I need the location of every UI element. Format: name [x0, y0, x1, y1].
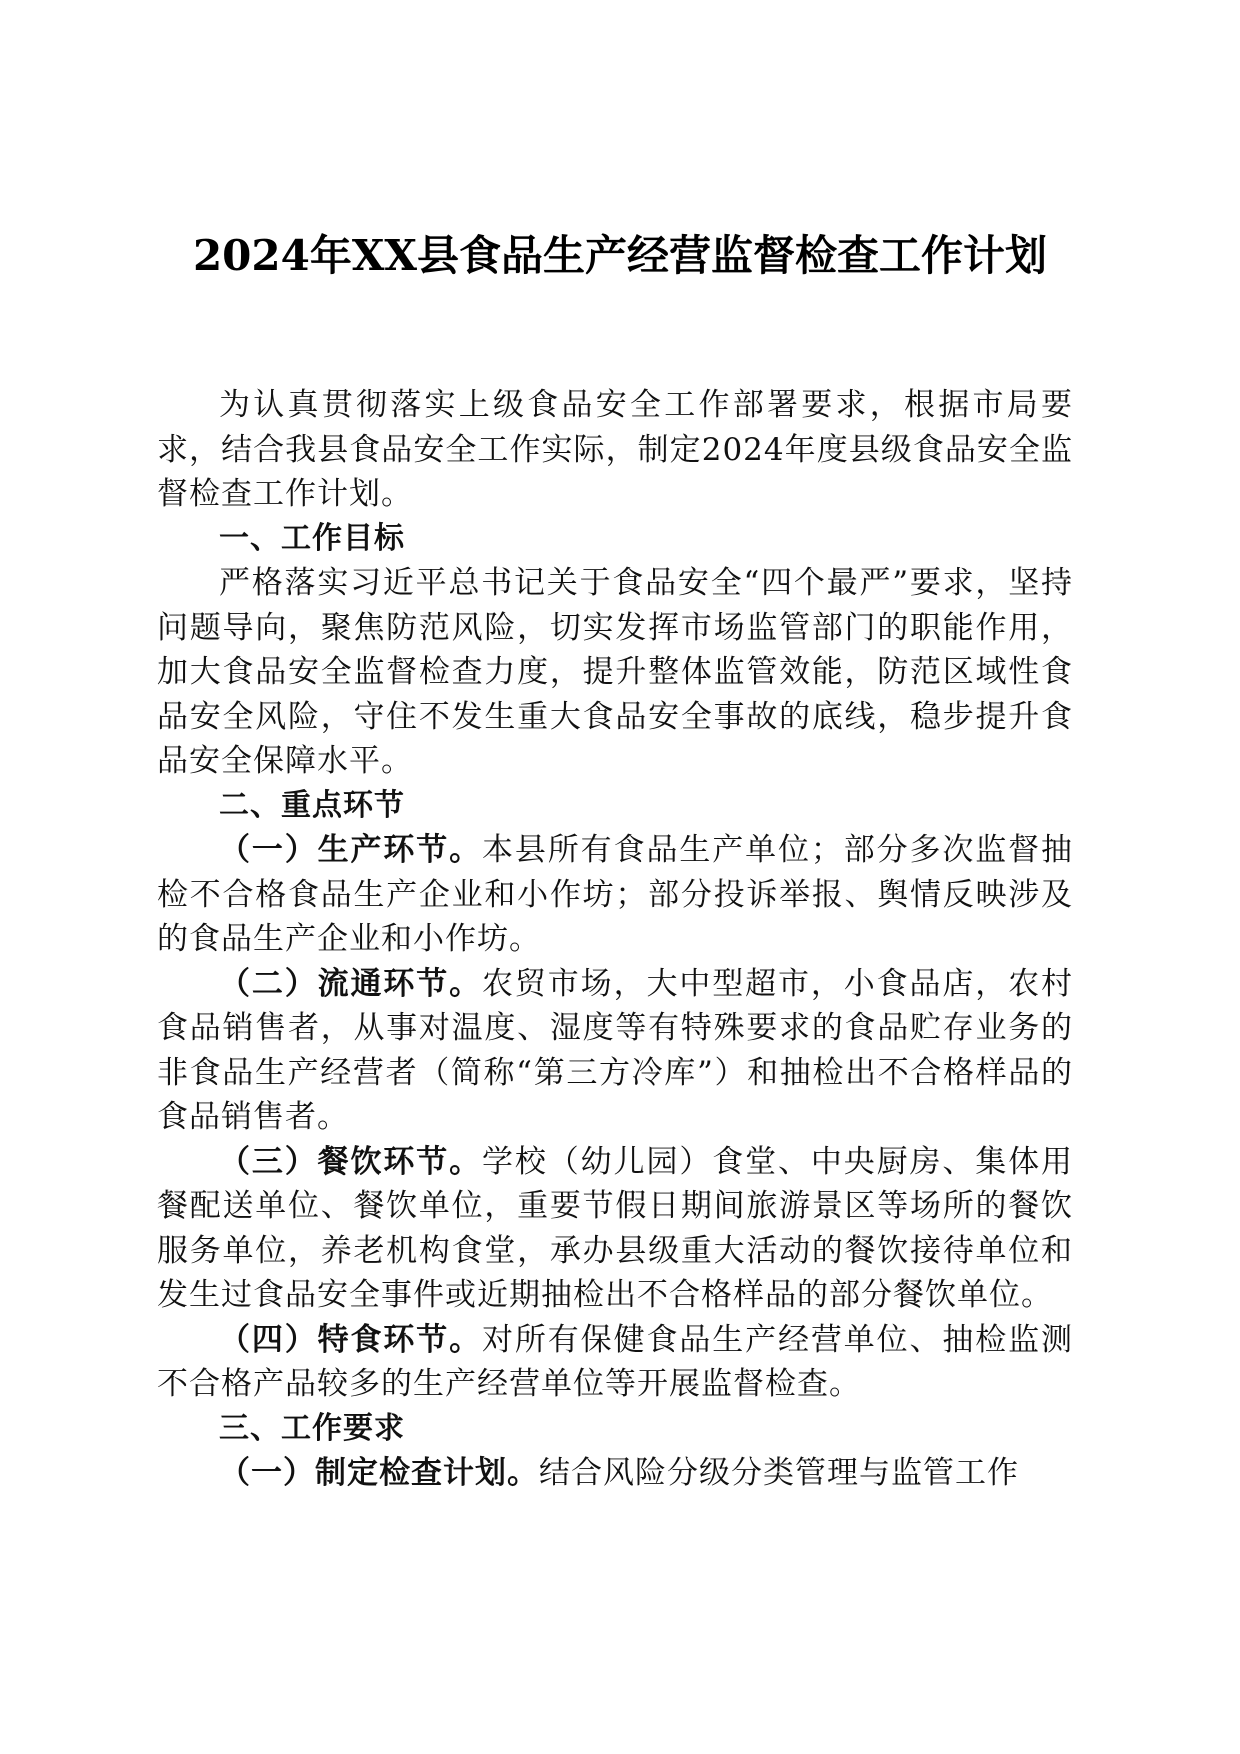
section-heading-key-links: 二、重点环节 [219, 787, 405, 823]
inspection-plan-text: 结合风险分级分类管理与监管工作 [539, 1455, 1019, 1491]
catering-link-paragraph [157, 1140, 1073, 1318]
circulation-link-paragraph [157, 962, 1073, 1140]
section-heading-requirements: 三、工作要求 [219, 1410, 405, 1446]
special-food-link-paragraph [157, 1318, 1073, 1407]
production-link-text: 本县所有食品生产单位；部分多次监督抽检不合格食品生产企业和小作坊；部分投诉举报、舆情反映涉及的食品生产企业和小作坊。 [157, 832, 1074, 957]
intro-paragraph: 为认真贯彻落实上级食品安全工作部署要求，根据市局要求，结合我县食品安全工作实际，制定2024年度县级食品安全监督检查工作计划。 [157, 387, 1073, 512]
catering-link-text: 学校（幼儿园）食堂、中央厨房、集体用餐配送单位、餐饮单位，重要节假日期间旅游景区等场所的餐饮服务单位，养老机构食堂，承办县级重大活动的餐饮接待单位和发生过食品安全事件或近期抽检出不合格样品的部分餐饮单位。 [157, 1143, 1074, 1313]
production-link-paragraph [157, 828, 1073, 962]
goals-paragraph: 严格落实习近平总书记关于食品安全“四个最严”要求，坚持问题导向，聚焦防范风险，切实发挥市场监管部门的职能作用，加大食品安全监督检查力度，提升整体监管效能，防范区域性食品安全风险，守住不发生重大食品安全事故的底线，稳步提升食品安全保障水平。 [157, 565, 1073, 779]
circulation-link-lead: （二）流通环节。 [219, 965, 483, 1002]
special-food-link-lead: （四）特食环节。 [219, 1321, 483, 1358]
special-food-link-text: 对所有保健食品生产经营单位、抽检监测不合格产品较多的生产经营单位等开展监督检查。 [157, 1321, 1074, 1402]
circulation-link-text: 农贸市场，大中型超市，小食品店，农村食品销售者，从事对温度、湿度等有特殊要求的食品贮存业务的非食品生产经营者（简称“第三方冷库”）和抽检出不合格样品的食品销售者。 [157, 965, 1074, 1135]
document-body [157, 383, 1073, 1496]
inspection-plan-paragraph [157, 1451, 1073, 1496]
production-link-lead: （一）生产环节。 [219, 832, 483, 868]
catering-link-lead: （三）餐饮环节。 [219, 1143, 483, 1180]
section-heading-goals: 一、工作目标 [219, 520, 405, 556]
inspection-plan-lead: （一）制定检查计划。 [219, 1455, 539, 1491]
document-title: 2024年XX县食品生产经营监督检查工作计划 [192, 231, 1048, 280]
